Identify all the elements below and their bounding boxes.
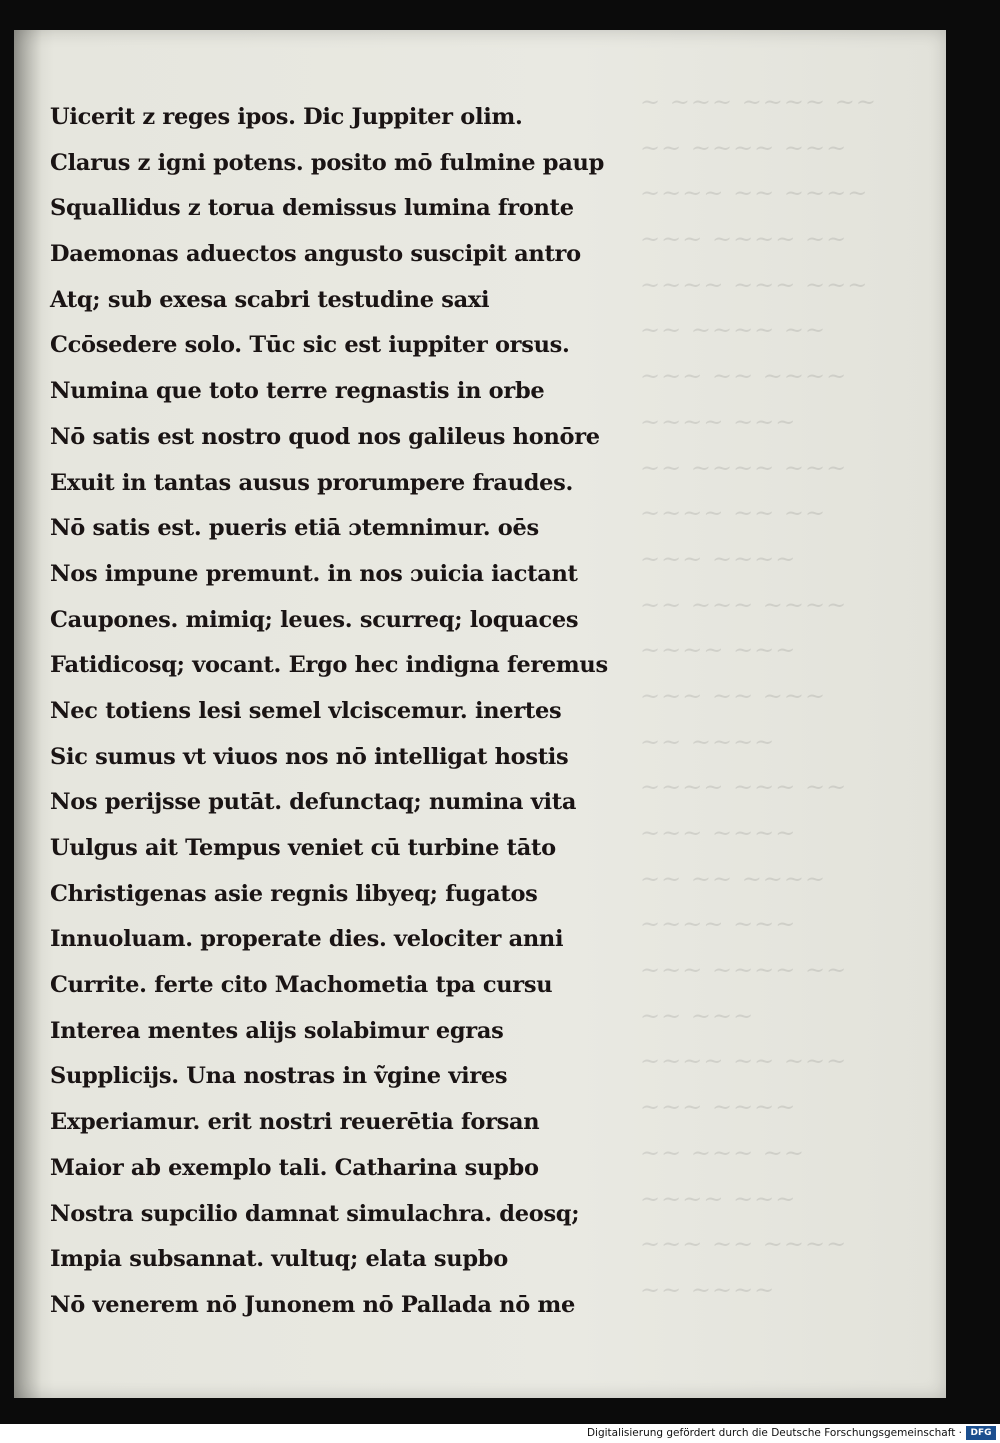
- footer-bar: [0, 1424, 1000, 1443]
- verse-line: Impia subsannat. vultuq; elata supbo: [50, 1246, 508, 1273]
- verse-line: Daemonas aduectos angusto suscipit antro: [50, 241, 581, 268]
- gutter-shadow: [14, 30, 42, 1398]
- verse-line: Uicerit z reges ipos. Dic Juppiter olim.: [50, 104, 523, 130]
- verse-line: Numina que toto terre regnastis in orbe: [50, 378, 545, 405]
- dfg-logo: DFG: [966, 1426, 996, 1440]
- verse-line: Squallidus z torua demissus lumina fronte: [50, 195, 574, 222]
- verse-text: [50, 95, 610, 1329]
- verse-line: Supplicijs. Una nostras in ṽgine vires: [50, 1063, 508, 1090]
- verse-line: Interea mentes alijs solabimur egras: [50, 1017, 504, 1044]
- verse-line: Currite. ferte cito Machometia tpa cursu: [50, 972, 553, 999]
- verse-line: Exuit in tantas ausus prorumpere fraudes.: [50, 469, 574, 496]
- verse-line: Nos impune premunt. in nos ɔuicia iactant: [50, 560, 578, 587]
- verse-line: Nō satis est nostro quod nos galileus honōre: [50, 423, 600, 450]
- verse-line: Atq; sub exesa scabri testudine saxi: [50, 286, 490, 313]
- show-through-text: ~ ~~~ ~~~~ ~~ ~~ ~~~~ ~~~ ~~~~ ~~ ~~~~ ~~~ ~~~~ ~~ ~~~~ ~~~ ~~~ ~~ ~~~~ ~~ ~~~ ~~ ~~~~ ~~~~ ~~~ ~~ ~~~~ ~~~ ~~~~ ~~ ~~ ~~~ ~~~~ ~~ ~~~ ~~~~ ~~~~ ~~~ ~~~ ~~ ~~~ ~~ ~~~~ ~~~~ ~~~ ~~ ~~~ ~~~~ ~~ ~~ ~~~~ ~~~~ ~~~ ~~~ ~~~~ ~~ ~~ ~~~ ~~~~ ~~ ~~~ ~~~ ~~~~ ~~ ~~~ ~~ ~~~~ ~~~ ~~~ ~~ ~~~~ ~~ ~~~~: [640, 88, 877, 1304]
- verse-line: Innuoluam. properate dies. velociter anni: [50, 926, 564, 953]
- verse-line: Nos perijsse putāt. defunctaq; numina vita: [50, 789, 577, 816]
- verse-line: Experiamur. erit nostri reuerētia forsan: [50, 1109, 540, 1136]
- verse-line: Christigenas asie regnis libyeq; fugatos: [50, 880, 538, 907]
- verse-line: Sic sumus vt viuos nos nō intelligat hostis: [50, 743, 569, 770]
- verse-line: Maior ab exemplo tali. Catharina supbo: [50, 1154, 539, 1181]
- verse-line: Nō venerem nō Junonem nō Pallada nō me: [50, 1291, 575, 1318]
- verse-line: Ccōsedere solo. Tūc sic est iuppiter orsus.: [50, 332, 570, 359]
- verse-line: Nec totiens lesi semel vlciscemur. inertes: [50, 697, 562, 724]
- verse-line: Nostra supcilio damnat simulachra. deosq;: [50, 1200, 580, 1227]
- verse-line: Nō satis est. pueris etiā ɔtemnimur. oēs: [50, 515, 539, 542]
- verse-line: Fatidicosq; vocant. Ergo hec indigna feremus: [50, 652, 608, 679]
- verse-line: Clarus z igni potens. posito mō fulmine paup: [50, 149, 605, 176]
- verse-line: Caupones. mimiq; leues. scurreq; loquaces: [50, 606, 579, 633]
- funding-credit: Digitalisierung gefördert durch die Deutsche Forschungsgemeinschaft ·: [586, 1427, 962, 1439]
- verse-line: Uulgus ait Tempus veniet cū turbine tāto: [50, 835, 556, 861]
